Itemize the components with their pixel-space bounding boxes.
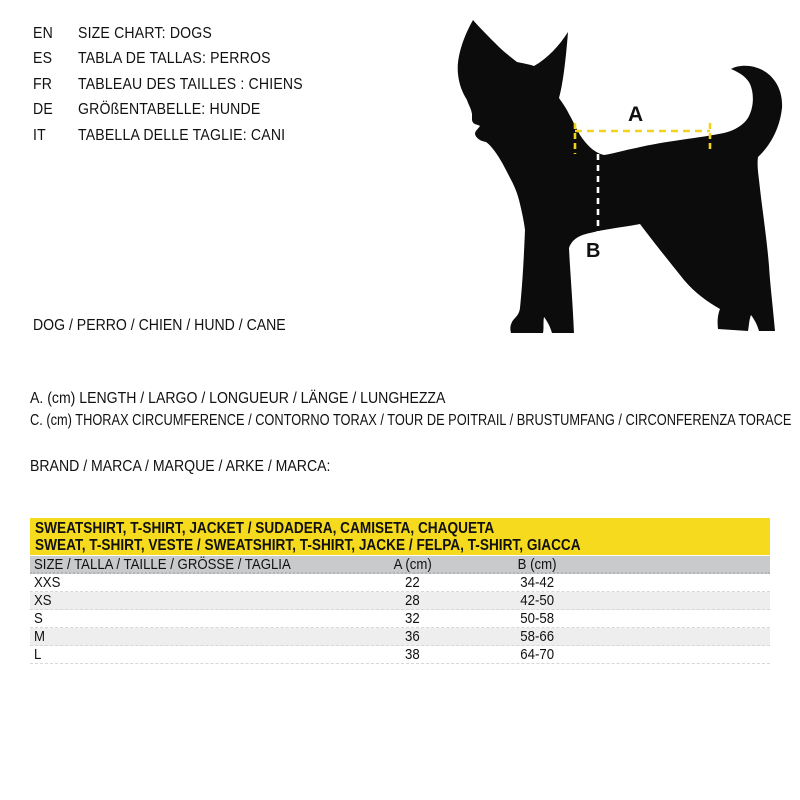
column-header-b: B (cm): [518, 556, 557, 573]
column-header-a: A (cm): [393, 556, 432, 573]
language-title: TABLA DE TALLAS: PERROS: [78, 50, 271, 68]
language-title: TABELLA DELLE TAGLIE: CANI: [78, 126, 286, 144]
size-cell: L: [34, 646, 42, 663]
language-title: SIZE CHART: DOGS: [78, 24, 212, 42]
size-table: [30, 518, 770, 664]
table-row-l: [30, 646, 770, 664]
size-cell: M: [34, 628, 45, 645]
b-cm-cell: 58-66: [520, 628, 555, 645]
table-row-m: [30, 628, 770, 646]
b-cm-cell: 42-50: [520, 592, 555, 609]
size-table-title-line2: SWEAT, T-SHIRT, VESTE / SWEATSHIRT, T-SHIRT, JACKE / FELPA, T-SHIRT, GIACCA: [35, 537, 581, 554]
measure-a-label: A: [628, 103, 644, 126]
species-line: DOG / PERRO / CHIEN / HUND / CANE: [33, 317, 286, 334]
language-code: DE: [33, 101, 53, 119]
dog-measurement-diagram: [440, 8, 800, 338]
measure-b-label: B: [586, 240, 601, 262]
language-code: EN: [33, 24, 53, 42]
language-title: GRÖßENTABELLE: HUNDE: [78, 101, 261, 119]
language-title: TABLEAU DES TAILLES : CHIENS: [78, 75, 303, 93]
a-cm-cell: 38: [405, 646, 420, 663]
language-code: FR: [33, 75, 53, 93]
b-cm-cell: 34-42: [520, 574, 555, 591]
b-cm-cell: 64-70: [520, 646, 555, 663]
size-table-title-line1: SWEATSHIRT, T-SHIRT, JACKET / SUDADERA, CAMISETA, CHAQUETA: [35, 520, 495, 537]
a-cm-cell: 32: [405, 610, 420, 627]
b-cm-cell: 50-58: [520, 610, 555, 627]
table-row-s: [30, 610, 770, 628]
size-table-title: [30, 518, 770, 555]
language-code: ES: [33, 50, 53, 68]
table-row-xs: [30, 592, 770, 610]
language-title-list: [33, 21, 333, 149]
a-cm-cell: 36: [405, 628, 420, 645]
size-cell: XS: [34, 592, 52, 609]
language-row-es: [33, 47, 333, 73]
language-row-it: [33, 123, 333, 149]
size-cell: XXS: [34, 574, 61, 591]
legend-line-a: A. (cm) LENGTH / LARGO / LONGUEUR / LÄNGE / LUNGHEZZA: [30, 390, 446, 407]
size-table-header-row: [30, 556, 770, 574]
language-code: IT: [33, 126, 46, 144]
legend-line-c: C. (cm) THORAX CIRCUMFERENCE / CONTORNO TORAX / TOUR DE POITRAIL / BRUSTUMFANG / CIRCONFERENZA TORACE: [30, 412, 792, 429]
table-row-xxs: [30, 574, 770, 592]
language-row-de: [33, 98, 333, 124]
size-cell: S: [34, 610, 43, 627]
language-row-en: [33, 21, 333, 47]
brand-line: BRAND / MARCA / MARQUE / ARKE / MARCA:: [30, 458, 331, 475]
a-cm-cell: 28: [405, 592, 420, 609]
column-header-size: SIZE / TALLA / TAILLE / GRÖSSE / TAGLIA: [34, 556, 291, 573]
dog-silhouette-icon: [440, 8, 800, 338]
a-cm-cell: 22: [405, 574, 420, 591]
size-table-body: [30, 574, 770, 664]
language-row-fr: [33, 72, 333, 98]
